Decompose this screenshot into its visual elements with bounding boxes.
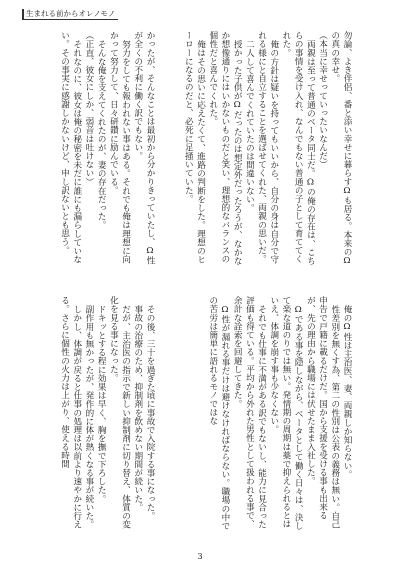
paragraph: だが、主治医の指示で新しい抑制剤に切り替え、体質の変化を見る事になった。 xyxy=(108,296,131,529)
text-block-top-left xyxy=(22,31,156,269)
text-block-top-right xyxy=(156,31,353,269)
paragraph: Ωである事を隠しながら、ベータとして働く日々は、決して楽な道のりでは無い。発情期の周期は薬で抑えられるとはいえ、体調を崩す事も少なくない。 xyxy=(268,296,304,530)
paragraph: （本当に幸せっていったいなんだ） xyxy=(317,31,328,169)
paragraph: （正直、彼女にしか、弱音は吐けない） xyxy=(83,31,94,186)
text-block-bottom-right xyxy=(156,296,353,534)
running-header-title: 生まれる前からオレノモノ xyxy=(22,9,118,20)
paragraph: 性差別を無くす為、第二の性別は公表の義務は無い。自己申告で戸籍に載るだけだ。国から支援を受ける事も出来るが、先の理由から職場には伏せたまま入社した。 xyxy=(305,296,340,529)
paragraph: 勿論、よき伴侶、番と添い幸せに暮らすΩも居る。本来のΩの真の幸せ。 xyxy=(329,31,352,266)
paragraph: そんな俺を支えてくれたのが、妻の存在だった。 xyxy=(96,39,107,229)
paragraph: 俺の方針は疑いを持ってもいいから、自分の身は自分で守れる様にと自立することを選ばせてくれた、両親の思いだ。 xyxy=(256,31,279,264)
paragraph: 俺はその思いに応えたくて、進路の判断をした。理想のヒーローになるのだと、必死に足掻いていた。 xyxy=(183,31,206,264)
text-block-bottom-left xyxy=(22,296,156,534)
paragraph: それなのに、彼女は俺の秘密を未だに誰にも漏らしていない。その事実に感謝しかないけど、申し訳ないとも思う。 xyxy=(59,31,82,264)
paragraph: 事故の治療のため、抑制剤を飲めない期間が続いた。 xyxy=(132,304,143,511)
paragraph: それでも仕事に不満がある訳でもないし、能力に見合った評価も得ている。平均から外れた男性として扱われる事で、余計な詮索を回避してきた。 xyxy=(232,296,267,529)
paragraph: 二人して喜んでくれていたのは間違いない。 xyxy=(244,39,255,212)
page-number: 3 xyxy=(197,552,203,561)
paragraph: しかし、体調が戻ると仕事の処理は以前より速やかに行える。さらに個性の火力は上がり、使える時間 xyxy=(59,296,82,529)
paragraph: かったが、そんなことは最初から分かりきっていたし、Ω性が全くの不利に働く訳でもない。 xyxy=(132,31,155,265)
paragraph: 俺のΩ性は主治医、妻、両親しか知らない。 xyxy=(342,304,352,478)
paragraph: 努力をしても報われない事はある。それでも俺は理想に向かって努力して、日々研鑽に励んでいる。 xyxy=(108,31,131,264)
paragraph: 副作用も無かったが、発作的に体が熱くなる事が続いた。 xyxy=(83,304,94,529)
paragraph: Ω性が漏れる事だけは避けなければならない。職場の中での苦労は簡単に語れるモノではな xyxy=(207,296,230,530)
paragraph: 授かった子供がΩだったのは想定外だったろうが、なかなか想像通りにはいかないものだと笑い、理想的なバランスの個性だと喜んでくれた。 xyxy=(207,31,243,265)
paragraph: その後、三十を過ぎた頃に事故で入院する事になった。 xyxy=(145,304,155,520)
paragraph: ドキッとする程に効果は早く、胸を撫で下ろした。 xyxy=(96,304,107,503)
paragraph: 両親は至って普通のベータ同士だ。Ωの俺の存在は、こちらの事情を受け入れ、なんでもない普通の子として育ててくれた。 xyxy=(280,31,316,265)
